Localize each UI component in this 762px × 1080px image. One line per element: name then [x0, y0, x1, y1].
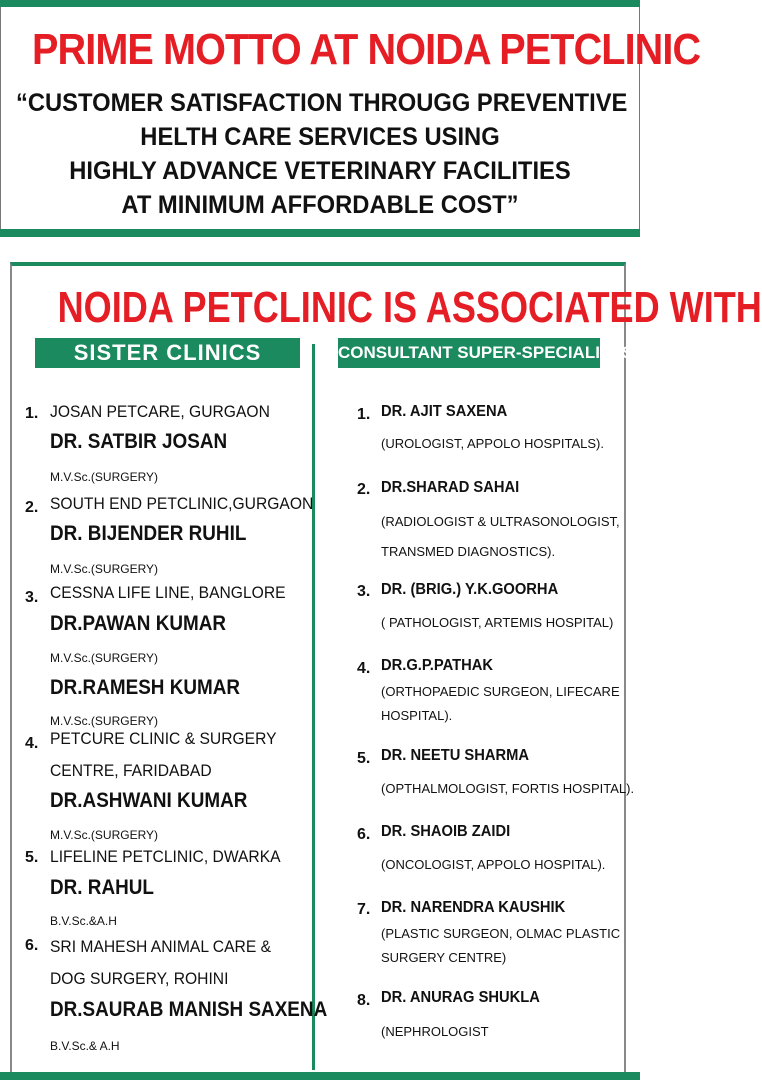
doctor-qualification: M.V.Sc.(SURGERY): [50, 828, 159, 842]
item-number: 3.: [25, 589, 39, 606]
item-number: 8.: [357, 992, 371, 1009]
doctor-name: DR.SAURAB MANISH SAXENA: [50, 998, 328, 1021]
consultant-name: DR. NEETU SHARMA: [381, 747, 530, 764]
consultant-specialty: (OPTHALMOLOGIST, FORTIS HOSPITAL).: [381, 781, 635, 796]
item-number: 1.: [25, 405, 39, 422]
column-divider: [312, 344, 315, 1070]
item-number: 5.: [25, 849, 39, 866]
consultant-specialty: (PLASTIC SURGEON, OLMAC PLASTIC: [381, 926, 621, 941]
item-number: 5.: [357, 750, 371, 767]
clinic-name: CENTRE, FARIDABAD: [50, 761, 212, 780]
consultant-specialty: TRANSMED DIAGNOSTICS).: [381, 544, 556, 559]
top-border: [0, 0, 640, 7]
clinic-name: JOSAN PETCARE, GURGAON: [50, 402, 270, 421]
consultant-specialty: HOSPITAL).: [381, 708, 453, 723]
motto-line: HIGHLY ADVANCE VETERINARY FACILITIES: [69, 157, 571, 185]
clinic-name: CESSNA LIFE LINE, BANGLORE: [50, 583, 286, 602]
consultant-specialty: (ORTHOPAEDIC SURGEON, LIFECARE: [381, 684, 620, 699]
item-number: 1.: [357, 406, 371, 423]
item-number: 7.: [357, 901, 371, 918]
consultant-specialty: ( PATHOLOGIST, ARTEMIS HOSPITAL): [381, 615, 614, 630]
consultant-specialty: SURGERY CENTRE): [381, 950, 507, 965]
consultant-name: DR.SHARAD SAHAI: [381, 479, 520, 496]
consultant-specialty: (ONCOLOGIST, APPOLO HOSPITAL).: [381, 857, 606, 872]
motto-line: HELTH CARE SERVICES USING: [140, 123, 500, 151]
consultant-name: DR. SHAOIB ZAIDI: [381, 823, 511, 840]
clinic-name: SOUTH END PETCLINIC,GURGAON: [50, 494, 314, 513]
bottom-bar: [0, 1072, 640, 1080]
consultant-name: DR.G.P.PATHAK: [381, 657, 494, 674]
consultant-name: DR. AJIT SAXENA: [381, 403, 508, 420]
consultant-name: DR. (BRIG.) Y.K.GOORHA: [381, 581, 559, 598]
item-number: 4.: [357, 660, 371, 677]
motto-title: PRIME MOTTO AT NOIDA PETCLINIC: [32, 25, 701, 74]
doctor-name: DR.PAWAN KUMAR: [50, 612, 227, 635]
consultant-specialty: (RADIOLOGIST & ULTRASONOLOGIST,: [381, 514, 620, 529]
doctor-qualification: B.V.Sc.& A.H: [50, 1039, 120, 1053]
doctor-qualification: M.V.Sc.(SURGERY): [50, 651, 159, 665]
consultant-name: DR. ANURAG SHUKLA: [381, 989, 540, 1006]
doctor-qualification: B.V.Sc.&A.H: [50, 914, 117, 928]
doctor-qualification: M.V.Sc.(SURGERY): [50, 714, 159, 728]
doctor-name: DR. SATBIR JOSAN: [50, 430, 228, 453]
item-number: 6.: [357, 826, 371, 843]
association-title: NOIDA PETCLINIC IS ASSOCIATED WITH: [57, 283, 762, 332]
item-number: 2.: [25, 499, 39, 516]
clinic-name: PETCURE CLINIC & SURGERY: [50, 729, 277, 748]
item-number: 2.: [357, 481, 371, 498]
consultant-specialty: (NEPHROLOGIST: [381, 1024, 489, 1039]
clinic-name: LIFELINE PETCLINIC, DWARKA: [50, 847, 281, 866]
consultant-specialty: (UROLOGIST, APPOLO HOSPITALS).: [381, 436, 604, 451]
doctor-name: DR.ASHWANI KUMAR: [50, 789, 248, 812]
doctor-name: DR.RAMESH KUMAR: [50, 676, 241, 699]
clinic-name: DOG SURGERY, ROHINI: [50, 969, 229, 988]
doctor-name: DR. RAHUL: [50, 876, 154, 899]
sister-clinics-header: SISTER CLINICS: [35, 338, 300, 368]
motto-bottom-bar: [0, 229, 640, 237]
doctor-qualification: M.V.Sc.(SURGERY): [50, 562, 159, 576]
item-number: 4.: [25, 735, 39, 752]
item-number: 3.: [357, 583, 371, 600]
consultant-name: DR. NARENDRA KAUSHIK: [381, 899, 566, 916]
consultants-header: CONSULTANT SUPER-SPECIALISTS: [338, 338, 600, 368]
doctor-qualification: M.V.Sc.(SURGERY): [50, 470, 159, 484]
clinic-name: SRI MAHESH ANIMAL CARE &: [50, 937, 272, 956]
motto-line: “CUSTOMER SATISFACTION THROUGG PREVENTIVE: [16, 89, 628, 117]
motto-line: AT MINIMUM AFFORDABLE COST”: [121, 191, 519, 219]
item-number: 6.: [25, 937, 39, 954]
doctor-name: DR. BIJENDER RUHIL: [50, 522, 247, 545]
